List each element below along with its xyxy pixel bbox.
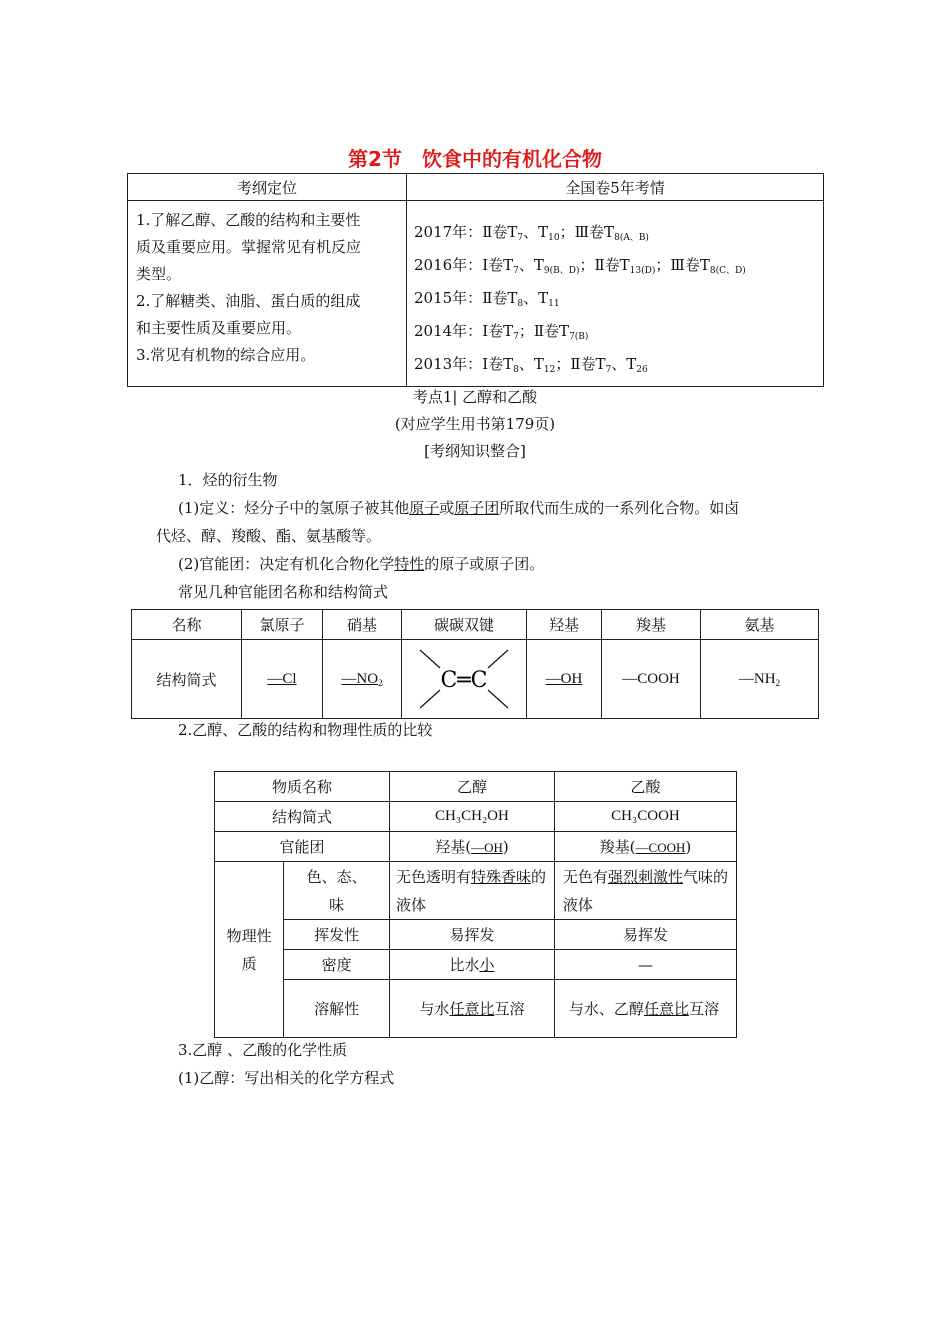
fg-header-cl: 氯原子: [242, 610, 323, 640]
acetic-volatility: 易挥发: [554, 920, 736, 950]
double-bond-cell: [402, 640, 527, 719]
acetic-group: 羧基(—COOH): [554, 832, 736, 862]
outline-line: 2.了解糖类、油脂、蛋白质的组成: [136, 292, 361, 310]
page-title: 第2节 饮食中的有机化合物: [348, 147, 602, 171]
ethanol-group: 羟基(—OH): [389, 832, 554, 862]
section-bracket: [考纲知识整合]: [424, 442, 526, 460]
paragraph-ethanol-equations: (1)乙醇：写出相关的化学方程式: [178, 1069, 395, 1087]
fg-header-cooh: 羧基: [602, 610, 701, 640]
outline-cell: [128, 201, 407, 387]
volatility-label: 挥发性: [284, 920, 390, 950]
cmp-h0: 物质名称: [215, 772, 390, 802]
exam-cell: [407, 201, 824, 387]
paragraph-common-groups: 常见几种官能团名称和结构简式: [178, 583, 389, 601]
header-exam: 全国卷5年考情: [407, 174, 824, 201]
solubility-label: 溶解性: [284, 980, 390, 1038]
fg-row-label: 结构简式: [132, 640, 242, 719]
paragraph-derivatives: 1．烃的衍生物: [178, 471, 278, 489]
cmp-h1: 乙醇: [389, 772, 554, 802]
outline-line: 和主要性质及重要应用。: [136, 319, 302, 337]
functional-group-table: [131, 609, 819, 719]
ethanol-density: 比水小: [389, 950, 554, 980]
amino-formula: $—NH_2$: [738, 670, 781, 688]
cmp-group-label: 官能团: [215, 832, 390, 862]
fg-header-oh: 羟基: [527, 610, 602, 640]
outline-table: [127, 173, 824, 387]
phys-label: 物理性质: [215, 862, 284, 1038]
kaodian-heading: 考点1| 乙醇和乙酸: [412, 388, 538, 406]
exam-year-line: 2015年：Ⅱ卷$T_8$、$T_{11}$: [414, 289, 560, 309]
exam-year-line: 2013年：Ⅰ卷$T_8$、$T_{12}$；Ⅱ卷$T_7$、$T_{26}$: [414, 355, 648, 375]
carboxyl-formula: —COOH: [622, 670, 680, 687]
outline-line: 类型。: [136, 265, 182, 283]
double-bond-text: C═C: [440, 668, 488, 693]
exam-year-line: 2016年：Ⅰ卷$T_7$、$T_{9(B、D)}$；Ⅱ卷$T_{13(D)}$；Ⅲ卷$T_{8(C、D)}$: [414, 256, 746, 276]
cmp-h2: 乙酸: [554, 772, 736, 802]
color-label: 色、态、味: [284, 862, 390, 920]
paragraph-chemical: 3.乙醇 、乙酸的化学性质: [178, 1041, 348, 1059]
exam-year-line: 2017年：Ⅱ卷$T_7$、$T_{10}$；Ⅲ卷$T_{8(A、B)}$: [414, 223, 649, 243]
nitro-formula: $—NO_2$: [341, 670, 383, 688]
acetic-acid-formula: CH₃COOH: [554, 802, 736, 832]
acetic-solubility: 与水、乙醇任意比互溶: [554, 980, 736, 1038]
density-label: 密度: [284, 950, 390, 980]
comparison-table: [214, 771, 737, 1038]
double-bond-structure: [402, 640, 526, 718]
ethanol-volatility: 易挥发: [389, 920, 554, 950]
ethanol-formula: CH₃CH₂OH: [389, 802, 554, 832]
hydroxyl-formula: —OH: [545, 670, 583, 687]
acetic-density: —: [554, 950, 736, 980]
header-outline: 考纲定位: [128, 174, 407, 201]
fg-header-cc: 碳碳双键: [402, 610, 527, 640]
chlorine-formula: —Cl: [267, 670, 297, 687]
exam-year-line: 2014年：Ⅰ卷$T_7$；Ⅱ卷$T_{7(B)}$: [414, 322, 589, 342]
acetic-appearance: 无色有强烈刺激性气味的液体: [554, 862, 736, 920]
outline-line: 质及重要应用。掌握常见有机反应: [136, 238, 362, 256]
fg-header-no2: 硝基: [323, 610, 402, 640]
fg-header-nh2: 氨基: [701, 610, 819, 640]
page-reference: (对应学生用书第179页): [394, 415, 556, 433]
paragraph-definition: (1)定义：烃分子中的氢原子被其他原子或原子团所取代而生成的一系列化合物。如卤: [178, 499, 740, 517]
fg-header-name: 名称: [132, 610, 242, 640]
cmp-structure-label: 结构简式: [215, 802, 390, 832]
paragraph-comparison: 2.乙醇、乙酸的结构和物理性质的比较: [178, 721, 433, 739]
paragraph-definition-cont: 代烃、醇、羧酸、酯、氨基酸等。: [156, 527, 382, 545]
ethanol-solubility: 与水任意比互溶: [389, 980, 554, 1038]
outline-line: 1.了解乙醇、乙酸的结构和主要性: [136, 211, 361, 229]
outline-line: 3.常见有机物的综合应用。: [136, 346, 316, 364]
ethanol-appearance: 无色透明有特殊香味的液体: [389, 862, 554, 920]
paragraph-functional-group: (2)官能团：决定有机化合物化学特性的原子或原子团。: [178, 555, 545, 573]
